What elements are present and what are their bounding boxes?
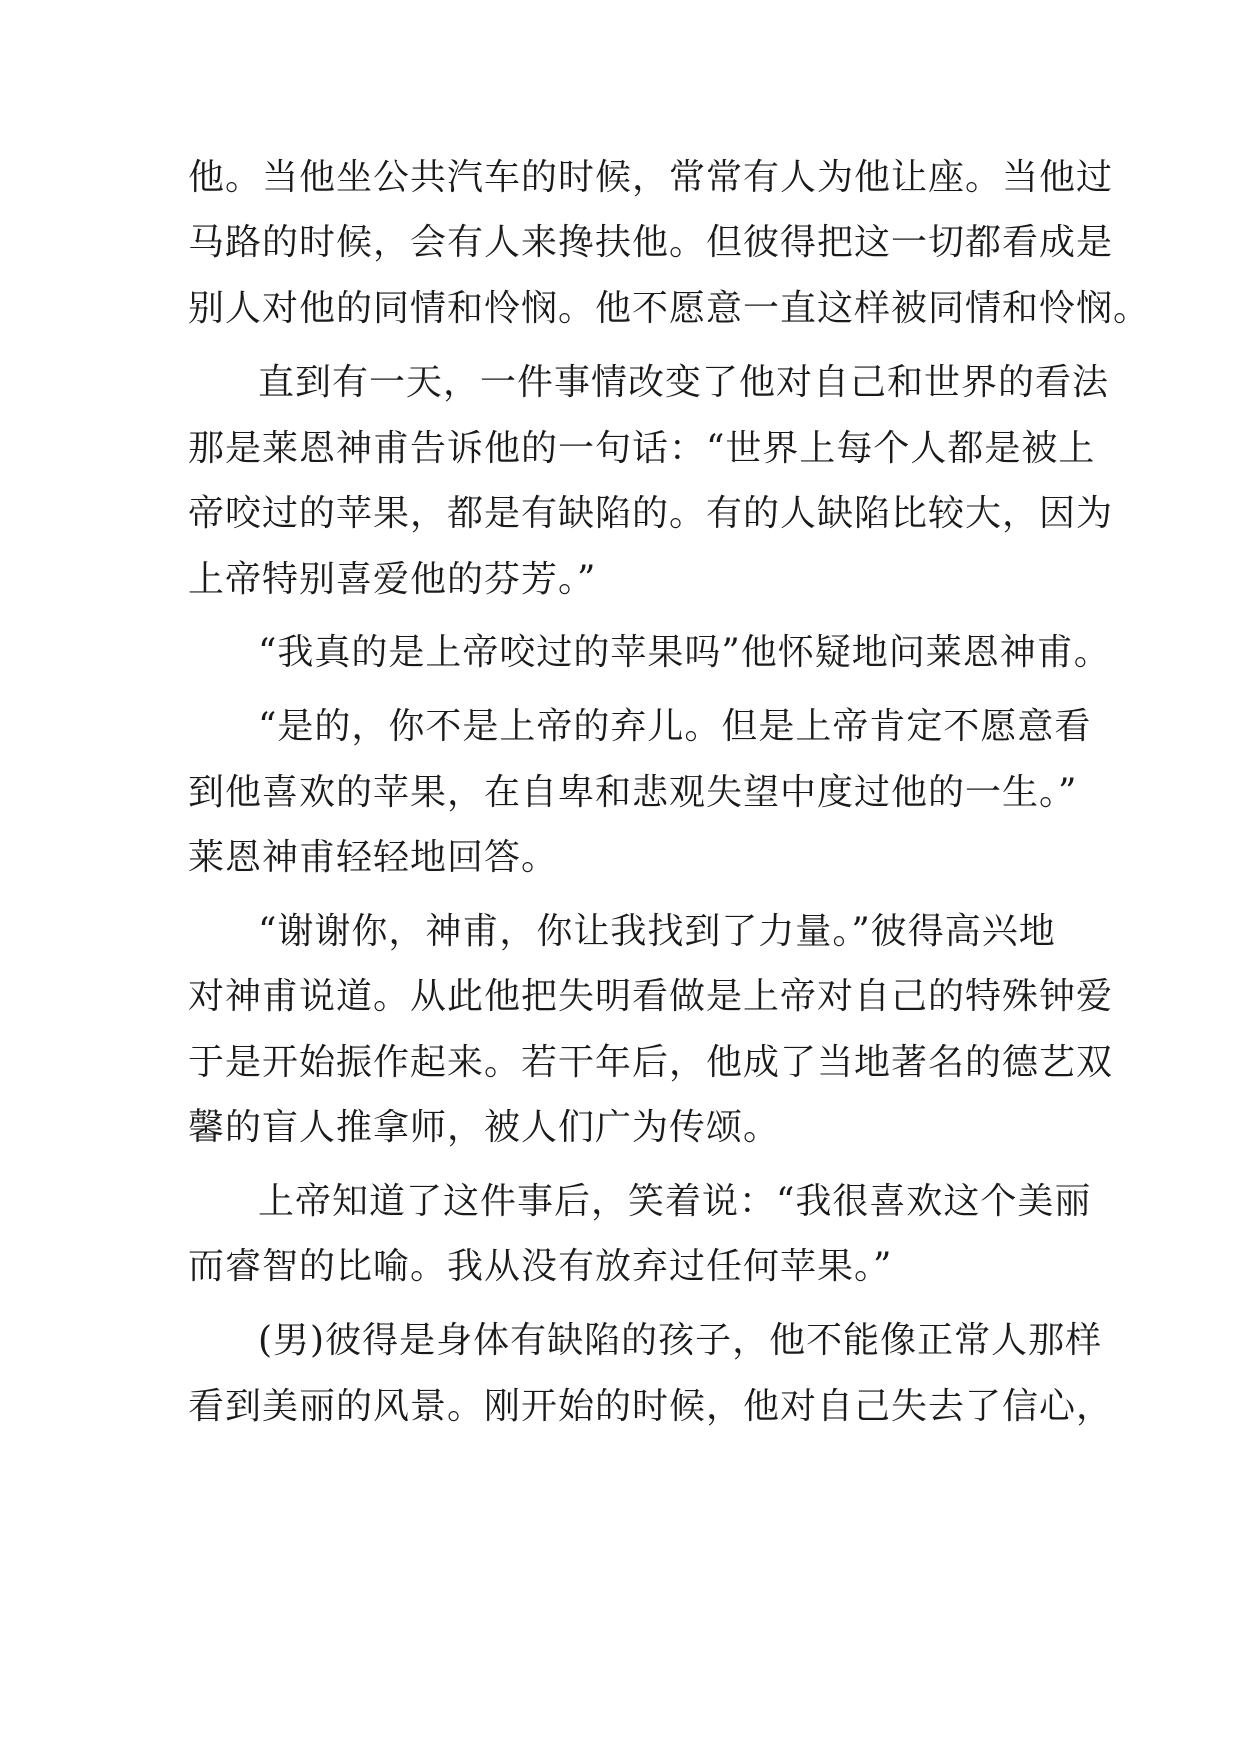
- text-line: 马路的时候，会有人来搀扶他。但彼得把这一切都看成是: [188, 222, 1114, 263]
- text-line: “谢谢你，神甫，你让我找到了力量。”彼得高兴地: [258, 911, 1056, 952]
- text-line: “我真的是上帝咬过的苹果吗”他怀疑地问莱恩神甫。: [258, 632, 1111, 673]
- text-line: 看到美丽的风景。刚开始的时候，他对自己失去了信心，: [188, 1386, 1114, 1427]
- text-line: (男)彼得是身体有缺陷的孩子，他不能像正常人那样: [258, 1320, 1103, 1361]
- text-line: 那是莱恩神甫告诉他的一句话：“世界上每个人都是被上: [188, 428, 1096, 469]
- text-line: 上帝特别喜爱他的芬芳。”: [188, 559, 597, 600]
- text-line: 馨的盲人推拿师，被人们广为传颂。: [188, 1107, 781, 1148]
- text-line: 莱恩神甫轻轻地回答。: [188, 837, 559, 878]
- text-line: 上帝知道了这件事后，笑着说：“我很喜欢这个美丽: [258, 1181, 1092, 1222]
- text-line: 帝咬过的苹果，都是有缺陷的。有的人缺陷比较大，因为: [188, 493, 1114, 534]
- text-line: 到他喜欢的苹果，在自卑和悲观失望中度过他的一生。”: [188, 772, 1078, 813]
- text-line: 直到有一天，一件事情改变了他对自己和世界的看法: [258, 362, 1110, 403]
- text-line: 而睿智的比喻。我从没有放弃过任何苹果。”: [188, 1246, 893, 1287]
- text-line: 对神甫说道。从此他把失明看做是上帝对自己的特殊钟爱: [188, 976, 1114, 1017]
- text-line: 他。当他坐公共汽车的时候，常常有人为他让座。当他过: [188, 157, 1114, 198]
- text-line: 别人对他的同情和怜悯。他不愿意一直这样被同情和怜悯。: [188, 288, 1151, 329]
- text-line: “是的，你不是上帝的弃儿。但是上帝肯定不愿意看: [258, 706, 1092, 747]
- text-line: 于是开始振作起来。若干年后，他成了当地著名的德艺双: [188, 1042, 1114, 1083]
